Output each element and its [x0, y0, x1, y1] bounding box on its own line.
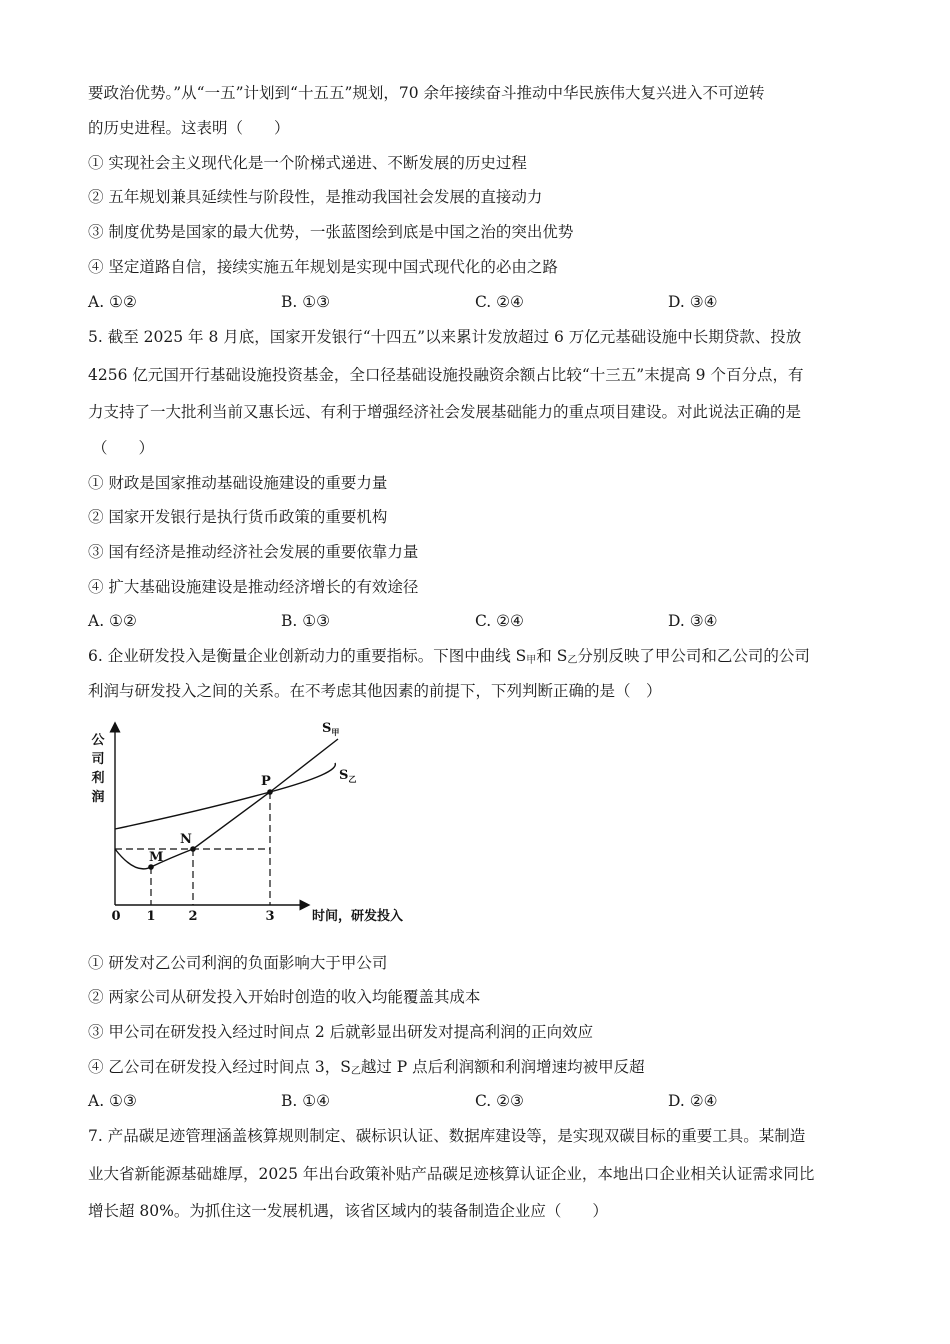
y-label-char-3: 利: [91, 771, 105, 786]
q5-stem-line3: 力支持了一大批利当前又惠长远、有利于增强经济社会发展基础能力的重点项目建设。对此说法正确的是: [88, 403, 802, 421]
q6-stem-part-c: 分别反映了甲公司和乙公司的公司: [577, 647, 810, 665]
q6-statement-1: ① 研发对乙公司利润的负面影响大于甲公司: [88, 954, 388, 972]
q5-statement-3: ③ 国有经济是推动经济社会发展的重要依靠力量: [88, 543, 419, 561]
q4-stem-line1: 要政治优势。”从“一五”计划到“十五五”规划，70 余年接续奋斗推动中华民族伟大复兴进入不可逆转: [88, 84, 765, 102]
q6-statement-4-part-b: 越过 P 点后利润额和利润增速均被甲反超: [360, 1058, 645, 1076]
q6-option-a: A. ①③: [88, 1092, 137, 1110]
q5-statement-4: ④ 扩大基础设施建设是推动经济增长的有效途径: [88, 578, 419, 596]
q6-option-b: B. ①④: [281, 1092, 331, 1110]
point-m-label: M: [149, 850, 164, 865]
q7-stem-line1: 7. 产品碳足迹管理涵盖核算规则制定、碳标识认证、数据库建设等，是实现双碳目标的重要工具。某制造: [88, 1127, 806, 1145]
q6-statement-4: [88, 1057, 645, 1082]
q4-option-c: C. ②④: [475, 293, 524, 311]
origin-label: 0: [111, 909, 121, 924]
curve-s-yi: [115, 763, 335, 829]
tick-label-1: 1: [146, 909, 156, 924]
profit-rd-graph: [80, 715, 440, 930]
q6-statement-2: ② 两家公司从研发投入开始时创造的收入均能覆盖其成本: [88, 988, 481, 1006]
y-label-char-4: 润: [91, 790, 105, 805]
q6-stem-line1: [88, 646, 810, 671]
q6-stem-sub-yi: 乙: [567, 655, 578, 666]
q4-option-a: A. ①②: [88, 293, 137, 311]
q5-stem-line4: （ ）: [92, 439, 155, 457]
q5-stem-line2: 4256 亿元国开行基础设施投资基金，全口径基础设施投融资余额占比较“十三五”末提高 9 个百分点，有: [88, 366, 804, 384]
q5-option-c: C. ②④: [475, 612, 524, 630]
y-label-char-2: 司: [91, 752, 105, 767]
q4-stem-line2: 的历史进程。这表明（ ）: [88, 119, 290, 137]
q5-statement-1: ① 财政是国家推动基础设施建设的重要力量: [88, 474, 388, 492]
point-m-dot: [148, 864, 154, 870]
q6-option-d: D. ②④: [668, 1092, 718, 1110]
q6-stem-part-a: 6. 企业研发投入是衡量企业创新动力的重要指标。下图中曲线 S: [88, 647, 527, 665]
q6-statement-3: ③ 甲公司在研发投入经过时间点 2 后就彰显出研发对提高利润的正向效应: [88, 1023, 594, 1041]
s-yi-label: $S_乙$: [339, 768, 357, 784]
q6-statement-4-sub: 乙: [350, 1066, 361, 1077]
tick-label-3: 3: [265, 909, 275, 924]
x-label: 时间，研发投入: [312, 909, 404, 924]
q7-stem-line3: 增长超 80%。为抓住这一发展机遇，该省区域内的装备制造企业应（ ）: [88, 1202, 608, 1220]
q6-stem-line2: 利润与研发投入之间的关系。在不考虑其他因素的前提下，下列判断正确的是（ ）: [88, 682, 662, 700]
point-p-label: P: [261, 774, 271, 789]
q5-option-a: A. ①②: [88, 612, 137, 630]
q6-option-c: C. ②③: [475, 1092, 524, 1110]
point-p-dot: [267, 789, 273, 795]
q4-option-b: B. ①③: [281, 293, 331, 311]
q4-statement-4: ④ 坚定道路自信，接续实施五年规划是实现中国式现代化的必由之路: [88, 258, 558, 276]
q6-statement-4-part-a: ④ 乙公司在研发投入经过时间点 3，S: [88, 1058, 351, 1076]
s-jia-label: $S_甲$: [322, 721, 340, 737]
q6-stem-part-b: 和 S: [536, 647, 568, 665]
q4-option-d: D. ③④: [668, 293, 718, 311]
q4-statement-1: ① 实现社会主义现代化是一个阶梯式递进、不断发展的历史过程: [88, 154, 527, 172]
y-label-char-1: 公: [91, 733, 105, 748]
q7-stem-line2: 业大省新能源基础雄厚，2025 年出台政策补贴产品碳足迹核算认证企业，本地出口企业相关认证需求同比: [88, 1165, 815, 1183]
q5-statement-2: ② 国家开发银行是执行货币政策的重要机构: [88, 508, 388, 526]
q4-statement-2: ② 五年规划兼具延续性与阶段性，是推动我国社会发展的直接动力: [88, 188, 543, 206]
q6-stem-sub-jia: 甲: [526, 655, 537, 666]
q5-stem-line1: 5. 截至 2025 年 8 月底，国家开发银行“十四五”以来累计发放超过 6 万亿元基础设施中长期贷款、投放: [88, 328, 802, 346]
point-n-dot: [190, 846, 196, 852]
q4-statement-3: ③ 制度优势是国家的最大优势，一张蓝图绘到底是中国之治的突出优势: [88, 223, 574, 241]
tick-label-2: 2: [188, 909, 198, 924]
q5-option-d: D. ③④: [668, 612, 718, 630]
q5-option-b: B. ①③: [281, 612, 331, 630]
point-n-label: N: [180, 832, 192, 847]
